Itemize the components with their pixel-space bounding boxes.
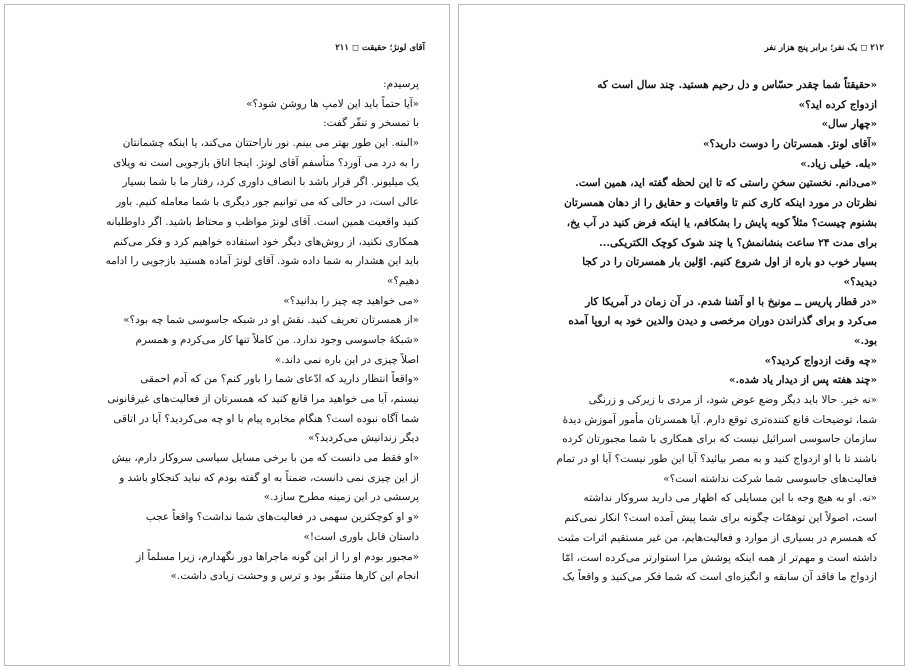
text-line: «آیا حتماً باید این لامپ ها روشن شود؟» [246,97,419,110]
text-line: که همسرم در بسیاری از موارد و فعالیت‌هایم، من غیر مستقیم اثرات مثبت [557,531,877,544]
text-line: است، اصولاً این توهمّات چگونه برای شما پیش آمده است؟ انکار نمی‌کنم [564,512,877,525]
text-line: ازدواج ما فاقد آن سابقه و انگیزه‌ای است که شما فکر می‌کنید و واقعاً یک [562,571,877,584]
text-line: «در قطار پاریس ــ مونیخ با او آشنا شدم. در آن زمان در آمریکا کار [585,295,877,308]
text-line: پرسیدم: [383,78,419,90]
text-line: نظرتان در مورد اینکه کاری کنم تا واقعیات و حقایق را از دهان همسرتان [564,197,877,210]
text-line: «چهار سال» [821,118,877,131]
text-line: داشته است و مهم‌تر از همه اینکه پوشش مرا استوارتر می‌کرده است، امّا [561,551,877,564]
text-line: می‌کرد و برای گذراندن دوران مرخصی و دیدن والدین خود به اروپا آمده [568,315,877,328]
page-body-right [479,76,877,588]
text-line: «حقیقتاً شما چقدر حسّاس و دل رحیم هستید. چند سال است که [597,79,877,91]
text-line: «می خواهید چه چیز را بدانید؟» [283,294,419,307]
text-line: دهیم؟» [386,274,419,287]
text-line: «چه وقت ازدواج کردید؟» [764,354,877,367]
text-line: ازدواج کرده اید؟» [798,98,877,111]
text-line: «می‌دانم. نخستین سخنِ راستی که تا این لحظه گفته اید، همین است. [575,177,877,190]
text-line: «نه. او به هیچ وجه با این مسایلی که اظهار می دارید سروکار نداشته [583,492,877,505]
text-line: باشند تا با او ازدواج کنید و به مصر بیائید؟ آیا این طور نیست؟ آیا او در تمام [556,453,877,466]
text-line: «آقای لونژ. همسرتان را دوست دارید؟» [702,138,877,151]
text-line: اصلاً چیزی در این باره نمی داند.» [274,353,419,366]
text-line: «شبکهٔ جاسوسی وجود ندارد. من کاملاً تنها کار می‌کردم و همسرم [135,333,419,346]
text-line: با تمسخر و تنفّر گفت: [323,117,419,130]
right-page [458,4,905,666]
text-line: بود.» [854,334,877,347]
text-line: پرسشی در این زمینه مطرح سازد.» [263,491,419,504]
text-line: بسیار خوب دو باره از اول شروع کنیم. اوّلین بار همسرتان را در کجا [582,256,877,269]
text-line: «و او کوچکترین سهمی در فعالیت‌های شما نداشت؟ واقعاً عجب [145,511,419,524]
text-line: «واقعاً انتظار دارید که ادّعای شما را باور کنم؟ من که آدم احمقی [140,373,419,386]
text-line: «چند هفته پس از دیدار یاد شده.» [729,374,877,387]
text-line: کنید واقعیت همین است. آقای لونژ مواظب و محتاط باشید. اگر داوطلبانه [106,215,419,228]
text-line: را به درد می آورد؟ متأسفم آقای لونژ. اینجا اتاق بازجویی است نه ویلای [113,156,419,169]
page-header-right: ۲۱۲ ◻ یک نفر؛ برابر پنج هزار نفر [764,43,884,53]
text-line: باید این هشدار به شما داده شود. آقای لونژ آماده هستید بازجویی را ادامه [105,255,419,268]
text-line: «از همسرتان تعریف کنید. نقش او در شبکه جاسوسی شما چه بود؟» [123,314,419,327]
text-line: فعالیت‌های جاسوسی شما شرکت نداشته است؟» [663,472,877,485]
text-line: بشنوم چیست؟ مثلاً کوبه پایش را بشکافم، یا اینکه فرض کنید در آب یخ، [566,216,877,229]
text-line: دیدید؟» [843,275,877,288]
text-line: عالی است، در حالی که می توانیم جور دیگری با شما معامله کنیم. باور [116,196,419,209]
text-line: شما آگاه نبوده است؟ هنگام مخابره پیام با او چه می‌کردید؟ آیا در اتاقی [113,412,419,425]
text-line: «البته. این طور بهتر می بینم. نور ناراحتتان می‌کند، یا اینکه چشمانتان [122,137,419,150]
text-line: انجام این کارها متنفّر بود و ترس و وحشت زیادی داشت.» [170,570,419,583]
text-line: داستان قابل باوری است!» [303,530,419,543]
text-line: «نه خیر. حالا باید دیگر وضع عوض شود، از مردی با زیرکی و زرنگی [588,394,877,406]
text-line: از این چیزی نمی دانست، ضمناً به او گفته بودم که نباید کنجکاو باشد و [119,471,419,484]
text-line: نیستم، آیا می خواهید مرا قانع کنید که همسرتان از فعالیت‌های غیرقانونی [107,393,419,405]
text-line: سازمان جاسوسی اسرائیل نیست که برای همکاری با شما مجبورتان کرده [562,433,877,446]
text-line: «بله. خیلی زیاد.» [800,157,877,170]
left-page [4,4,450,666]
text-line: «او فقط می دانست که من با برخی مسایل سیاسی سروکار دارم، بیش [111,452,419,465]
page-body-left [33,75,419,587]
text-line: برای مدت ۲۴ ساعت بنشانمش؟ یا چند شوک کوچک الکتریکی... [599,236,877,249]
text-line: «مجبور بودم او را از این گونه ماجراها دور نگهدارم، زیرا مسلماً از [136,550,419,563]
text-line: همکاری نکنید، از روش‌های دیگر خود استفاده خواهیم کرد و فکر می‌کنم [113,235,419,248]
text-line: شما، توضیحات قانع کننده‌تری توقع دارم. آیا همسرتان مأمور آموزش دیدهٔ [562,413,877,426]
page-header-left: آقای لونژ؛ حقیقت ◻ ۲۱۱ [335,43,425,53]
text-line: دیگر زندانیش می‌کردید؟» [308,432,419,445]
text-line: یک میلیونر. اگر قرار باشد با انصاف داوری کرد، رفتار ما با شما بسیار [122,176,419,189]
